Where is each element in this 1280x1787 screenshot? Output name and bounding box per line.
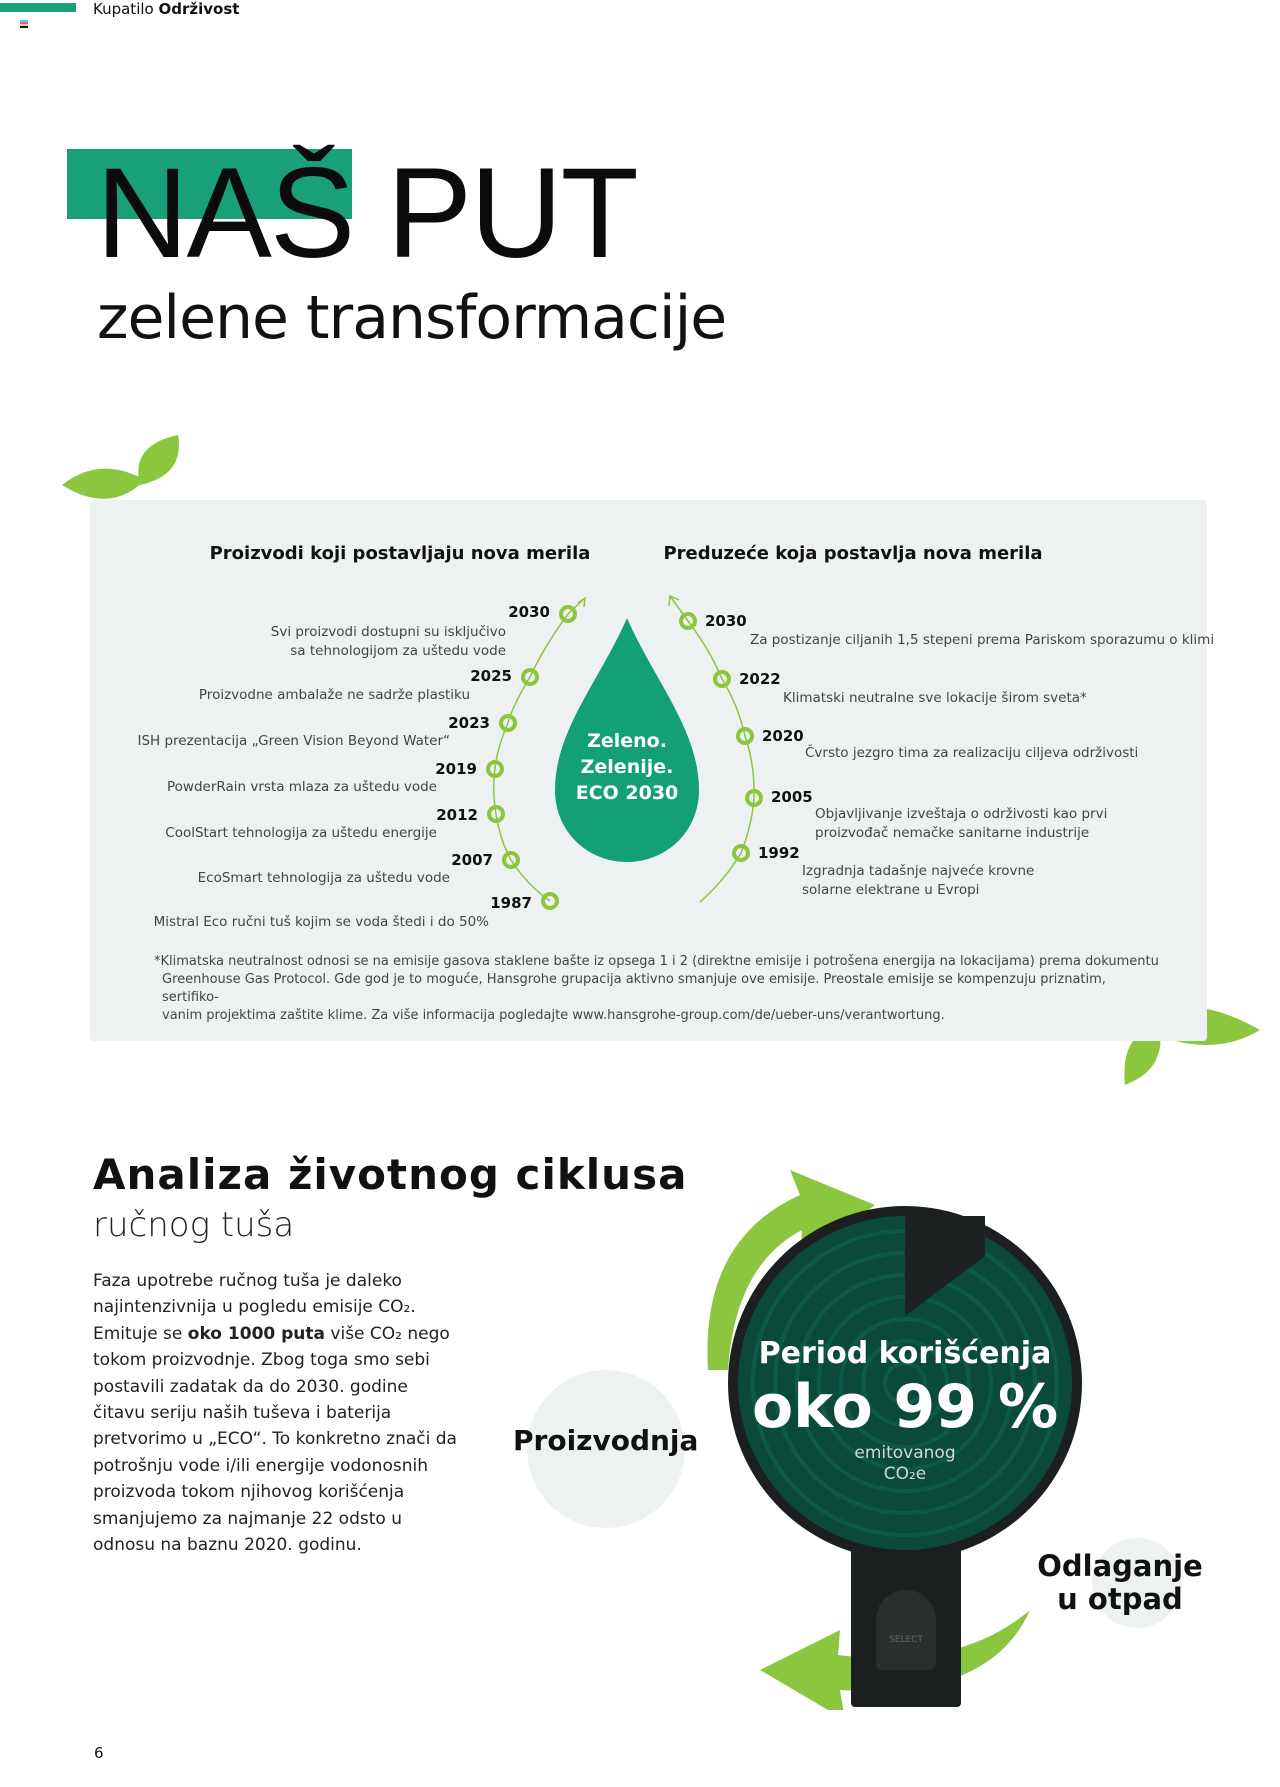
timeline-text: Objavljivanje izveštaja o održivosti kao prvi proizvođač nemačke sanitarne industrije: [815, 806, 1108, 841]
timeline-text: Klimatski neutralne sve lokacije širom sveta*: [783, 690, 1087, 706]
page-number: 6: [94, 1744, 104, 1762]
usage-value: oko 99 %: [751, 1372, 1059, 1442]
timeline-year: 2020: [762, 727, 804, 745]
timeline-text: Izgradnja tadašnje najveće krovne solarne elektrane u Evropi: [802, 863, 1035, 898]
products-heading: Proizvodi koji postavljaju nova merila: [209, 543, 591, 564]
timeline-text: Svi proizvodi dostupni su isključivo sa tehnologijom za uštedu vode: [270, 624, 506, 659]
timeline-text: CoolStart tehnologija za uštedu energije: [165, 825, 437, 841]
timeline-year: 1992: [758, 844, 800, 862]
body-paragraph: Faza upotrebe ručnog tuša je daleko najintenzivnija u pogledu emisije CO₂. Emituje se oko 1000 puta više CO₂ nego tokom proizvodnje. Zbog toga smo sebi postavili zadatak da do 2030. godine čitavu seriju naših tuševa i baterija pretvorimo u „ECO“. To konkretno znači da potrošnju vode i/ili energije vodonosnih proizvoda tokom njihovog korišćenja smanjujemo za najmanje 22 odsto u odnosu na baznu 2020. godinu.: [93, 1271, 457, 1556]
footnote-line: Greenhouse Gas Protocol. Gde god je to moguće, Hansgrohe grupacija aktivno smanjuje ove emisije. Preostale emisije se kompenzuju priznatim, sertifiko-: [162, 972, 1106, 1005]
header-title: Održivost: [158, 0, 240, 18]
disposal-label: Odlaganje u otpad: [1037, 1549, 1203, 1616]
timeline-year: 2012: [436, 806, 478, 824]
timeline-text: ISH prezentacija „Green Vision Beyond Water“: [137, 733, 450, 749]
page-subtitle: zelene transformacije: [97, 283, 727, 353]
section-subheading: ručnog tuša: [93, 1205, 295, 1245]
timeline-year: 2005: [771, 788, 813, 806]
timeline-year: 2030: [508, 603, 550, 621]
timeline-year: 2007: [451, 851, 493, 869]
drop-line: Zeleno.: [587, 730, 667, 752]
timeline-year: 2022: [739, 670, 781, 688]
company-heading: Preduzeće koja postavlja nova merila: [663, 543, 1043, 564]
timeline-year: 1987: [490, 894, 532, 912]
timeline-text: EcoSmart tehnologija za uštedu vode: [197, 870, 450, 886]
header-section: Kupatilo: [93, 0, 154, 18]
timeline-text: Proizvodne ambalaže ne sadrže plastiku: [198, 687, 470, 703]
shower-select-button: SELECT: [876, 1590, 936, 1670]
timeline-year: 2023: [448, 714, 490, 732]
timeline-text: Za postizanje ciljanih 1,5 stepeni prema Pariskom sporazumu o klimi: [750, 632, 1215, 648]
timeline-text: Čvrsto jezgro tima za realizaciju ciljeva održivosti: [805, 745, 1139, 761]
timeline-year: 2025: [470, 667, 512, 685]
usage-unit: CO₂e: [883, 1464, 927, 1484]
section-heading: Analiza životnog ciklusa: [93, 1150, 688, 1199]
footnote-line: *Klimatska neutralnost odnosi se na emisije gasova staklene bašte iz opsega 1 i 2 (direktne emisije i potrošena energija na lokacijama) prema dokumentu: [154, 954, 1159, 969]
footnote-line: vanim projektima zaštite klime. Za više informacija pogledajte www.hansgrohe-group.com/de/ueber-uns/verantwortung.: [162, 1008, 945, 1023]
usage-label: Period korišćenja: [758, 1336, 1052, 1371]
timeline-text: PowderRain vrsta mlaza za uštedu vode: [167, 779, 437, 795]
drop-line: ECO 2030: [575, 782, 679, 804]
timeline-text: Mistral Eco ručni tuš kojim se voda štedi i do 50%: [153, 914, 489, 930]
drop-line: Zelenije.: [580, 756, 674, 778]
timeline-year: 2030: [705, 612, 747, 630]
production-label: Proizvodnja: [513, 1424, 699, 1457]
footnote: [154, 953, 1164, 1025]
timeline-year: 2019: [435, 760, 477, 778]
drop-label: [576, 728, 679, 806]
usage-unit: emitovanog: [854, 1443, 956, 1463]
page-title: NAŠ PUT: [96, 142, 637, 285]
